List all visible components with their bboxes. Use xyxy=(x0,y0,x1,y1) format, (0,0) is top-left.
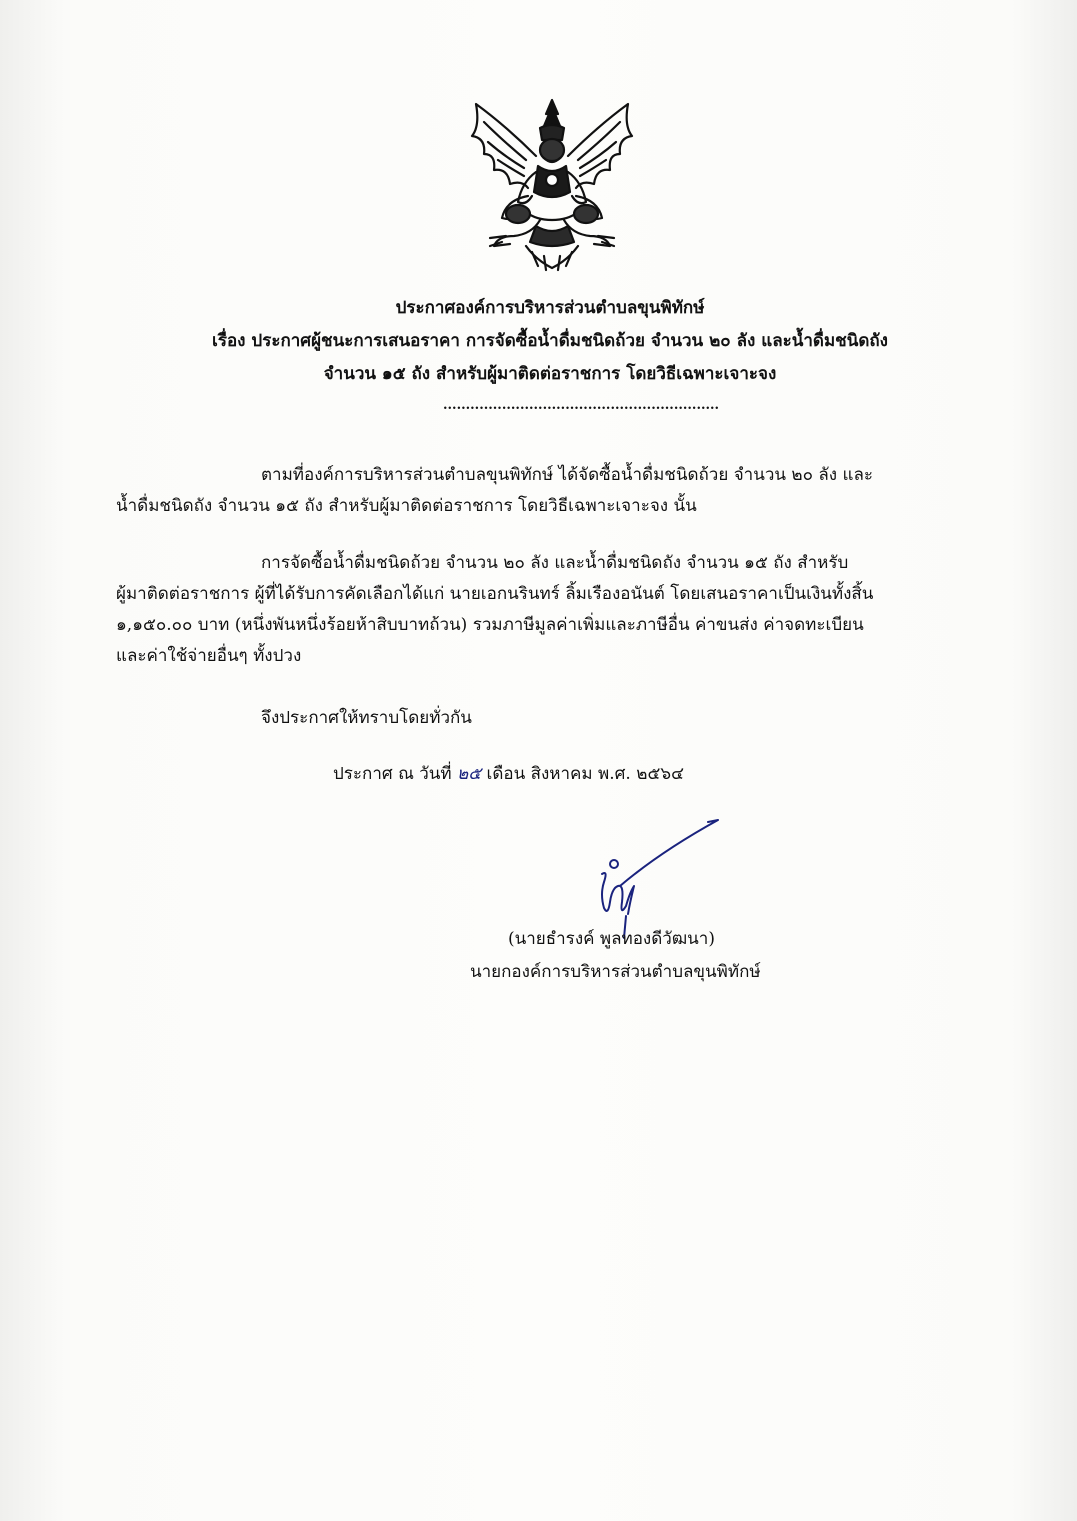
paragraph-award xyxy=(116,548,986,672)
title-separator: ............................................................. xyxy=(443,398,720,413)
signatory-name: (นายธำรงค์ พูลทองดีวัฒนา) xyxy=(508,929,715,949)
date-prefix: ประกาศ ณ วันที่ xyxy=(333,764,458,784)
paragraph-line: น้ำดื่มชนิดถัง จำนวน ๑๕ ถัง สำหรับผู้มาติดต่อราชการ โดยวิธีเฉพาะเจาะจง นั้น xyxy=(116,496,697,516)
handwritten-signature xyxy=(590,812,730,942)
paragraph-line: ตามที่องค์การบริหารส่วนตำบลขุนพิทักษ์ ได้จัดซื้อน้ำดื่มชนิดถ้วย จำนวน ๒๐ ลัง และ xyxy=(261,465,874,485)
paragraph-closing xyxy=(116,703,986,734)
paragraph-line: ๑,๑๕๐.๐๐ บาท (หนึ่งพันหนึ่งร้อยห้าสิบบาทถ้วน) รวมภาษีมูลค่าเพิ่มและภาษีอื่น ค่าขนส่ง ค่าจดทะเบียน xyxy=(116,615,864,635)
date-day-handwritten: ๒๕ xyxy=(457,764,482,784)
paragraph-line: จึงประกาศให้ทราบโดยทั่วกัน xyxy=(261,708,472,728)
paragraph-line: การจัดซื้อน้ำดื่มชนิดถ้วย จำนวน ๒๐ ลัง และน้ำดื่มชนิดถัง จำนวน ๑๕ ถัง สำหรับ xyxy=(261,553,849,573)
paragraph-line: และค่าใช้จ่ายอื่นๆ ทั้งปวง xyxy=(116,646,302,666)
garuda-emblem-icon xyxy=(466,96,638,274)
announcement-header xyxy=(110,292,990,391)
announcement-subject-line-2: จำนวน ๑๕ ถัง สำหรับผู้มาติดต่อราชการ โดยวิธีเฉพาะเจาะจง xyxy=(323,364,777,384)
paragraph-line: ผู้มาติดต่อราชการ ผู้ที่ได้รับการคัดเลือกได้แก่ นายเอกนรินทร์ ลิ้มเรืองอนันต์ โดยเสนอราคาเป็นเงินทั้งสิ้น xyxy=(116,584,874,604)
date-suffix: เดือน สิงหาคม พ.ศ. ๒๕๖๔ xyxy=(481,764,684,784)
paragraph-background xyxy=(116,460,986,522)
announcement-subject-line-1: เรื่อง ประกาศผู้ชนะการเสนอราคา การจัดซื้อน้ำดื่มชนิดถ้วย จำนวน ๒๐ ลัง และน้ำดื่มชนิดถัง xyxy=(212,331,888,351)
announcement-issuer: ประกาศองค์การบริหารส่วนตำบลขุนพิทักษ์ xyxy=(395,298,705,318)
announcement-date xyxy=(333,760,684,787)
signatory-title: นายกองค์การบริหารส่วนตำบลขุนพิทักษ์ xyxy=(470,962,761,982)
